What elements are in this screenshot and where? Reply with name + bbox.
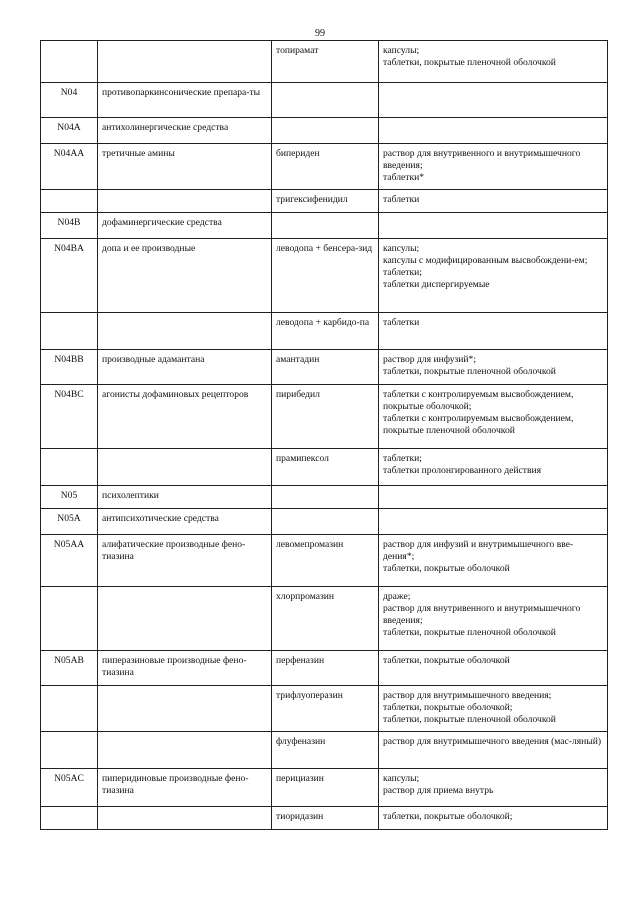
atc-code-cell: [41, 686, 98, 732]
dosage-form-line: таблетки, покрытые оболочкой;: [383, 811, 513, 822]
dosage-forms-cell: [379, 144, 608, 190]
table-row: [41, 535, 608, 587]
anatomic-group-cell: пиперидиновые производные фено-тиазина: [98, 769, 272, 807]
atc-code-cell: N05AC: [41, 769, 98, 807]
drug-name-cell: амантадин: [272, 350, 379, 385]
dosage-forms-cell: [379, 486, 608, 509]
dosage-form-line: капсулы с модифицированным высвобождени-ем;: [383, 255, 588, 266]
dosage-form-line: таблетки, покрытые оболочкой: [383, 563, 510, 574]
dosage-forms-cell: [379, 509, 608, 535]
table-row: [41, 732, 608, 769]
anatomic-group-cell: агонисты дофаминовых рецепторов: [98, 385, 272, 449]
table-row: [41, 83, 608, 118]
dosage-forms-cell: [379, 213, 608, 239]
dosage-form-line: раствор для инфузий и внутримышечного вве-дения*;: [383, 539, 574, 562]
dosage-form-line: таблетки, покрытые оболочкой;: [383, 702, 513, 713]
dosage-forms-cell: [379, 350, 608, 385]
drug-name-cell: перфеназин: [272, 651, 379, 686]
dosage-forms-cell: [379, 732, 608, 769]
dosage-forms-cell: [379, 118, 608, 144]
drug-name-cell: трифлуоперазин: [272, 686, 379, 732]
atc-code-cell: [41, 732, 98, 769]
dosage-form-line: раствор для внутривенного и внутримышечного введения;: [383, 148, 581, 171]
anatomic-group-cell: [98, 190, 272, 213]
dosage-form-line: таблетки: [383, 194, 420, 205]
anatomic-group-cell: производные адамантана: [98, 350, 272, 385]
atc-code-cell: [41, 807, 98, 830]
dosage-form-line: таблетки с контролируемым высвобождением, покрытые пленочной оболочкой: [383, 413, 574, 436]
dosage-form-line: таблетки с контролируемым высвобождением, покрытые оболочкой;: [383, 389, 574, 412]
dosage-form-line: раствор для приема внутрь: [383, 785, 494, 796]
anatomic-group-cell: алифатические производные фено-тиазина: [98, 535, 272, 587]
atc-code-cell: N04BC: [41, 385, 98, 449]
drug-name-cell: тригексифенидил: [272, 190, 379, 213]
anatomic-group-cell: психолептики: [98, 486, 272, 509]
dosage-form-line: таблетки, покрытые пленочной оболочкой: [383, 714, 556, 725]
table-row: [41, 190, 608, 213]
atc-code-cell: N04BA: [41, 239, 98, 313]
table-row: [41, 41, 608, 83]
table-row: [41, 587, 608, 651]
dosage-form-line: таблетки*: [383, 172, 425, 183]
drug-name-cell: [272, 509, 379, 535]
drug-name-cell: перициазин: [272, 769, 379, 807]
table-row: [41, 213, 608, 239]
dosage-forms-cell: [379, 449, 608, 486]
anatomic-group-cell: [98, 587, 272, 651]
anatomic-group-cell: антипсихотические средства: [98, 509, 272, 535]
atc-code-cell: [41, 449, 98, 486]
drug-name-cell: топирамат: [272, 41, 379, 83]
table-row: [41, 449, 608, 486]
dosage-forms-cell: [379, 385, 608, 449]
anatomic-group-cell: допа и ее производные: [98, 239, 272, 313]
dosage-form-line: таблетки;: [383, 267, 422, 278]
anatomic-group-cell: третичные амины: [98, 144, 272, 190]
table-row: [41, 385, 608, 449]
table-row: [41, 686, 608, 732]
drug-name-cell: хлорпромазин: [272, 587, 379, 651]
anatomic-group-cell: [98, 313, 272, 350]
atc-code-cell: N04B: [41, 213, 98, 239]
anatomic-group-cell: дофаминергические средства: [98, 213, 272, 239]
anatomic-group-cell: [98, 807, 272, 830]
dosage-forms-cell: [379, 313, 608, 350]
table-body: [41, 41, 608, 830]
dosage-forms-cell: [379, 190, 608, 213]
atc-code-cell: N05AB: [41, 651, 98, 686]
table-row: [41, 769, 608, 807]
table-row: [41, 486, 608, 509]
atc-code-cell: [41, 313, 98, 350]
dosage-form-line: таблетки: [383, 317, 420, 328]
dosage-forms-cell: [379, 587, 608, 651]
drug-name-cell: леводопа + карбидо-па: [272, 313, 379, 350]
dosage-form-line: капсулы;: [383, 773, 420, 784]
dosage-form-line: таблетки, покрытые пленочной оболочкой: [383, 366, 556, 377]
dosage-form-line: раствор для внутривенного и внутримышечного введения;: [383, 603, 581, 626]
dosage-form-line: раствор для инфузий*;: [383, 354, 477, 365]
dosage-form-line: раствор для внутримышечного введения (мас-ляный): [383, 736, 602, 747]
anatomic-group-cell: [98, 449, 272, 486]
table-row: [41, 651, 608, 686]
dosage-forms-cell: [379, 807, 608, 830]
drug-name-cell: прамипексол: [272, 449, 379, 486]
dosage-forms-cell: [379, 686, 608, 732]
anatomic-group-cell: [98, 41, 272, 83]
dosage-form-line: таблетки пролонгированного действия: [383, 465, 542, 476]
table-row: [41, 509, 608, 535]
dosage-forms-cell: [379, 769, 608, 807]
table-row: [41, 313, 608, 350]
atc-code-cell: N04A: [41, 118, 98, 144]
drug-name-cell: [272, 83, 379, 118]
drug-name-cell: [272, 213, 379, 239]
drug-name-cell: флуфеназин: [272, 732, 379, 769]
drug-name-cell: леводопа + бенсера-зид: [272, 239, 379, 313]
atc-code-cell: N05: [41, 486, 98, 509]
table-row: [41, 807, 608, 830]
dosage-form-line: таблетки, покрытые пленочной оболочкой: [383, 57, 556, 68]
dosage-form-line: капсулы;: [383, 243, 420, 254]
drug-name-cell: тиоридазин: [272, 807, 379, 830]
anatomic-group-cell: [98, 686, 272, 732]
drug-name-cell: левомепромазин: [272, 535, 379, 587]
anatomic-group-cell: противопаркинсонические препара-ты: [98, 83, 272, 118]
anatomic-group-cell: антихолинергические средства: [98, 118, 272, 144]
table-row: [41, 239, 608, 313]
atc-code-cell: [41, 190, 98, 213]
drug-name-cell: бипериден: [272, 144, 379, 190]
atc-code-cell: N05A: [41, 509, 98, 535]
dosage-forms-cell: [379, 83, 608, 118]
dosage-forms-cell: [379, 651, 608, 686]
dosage-form-line: драже;: [383, 591, 411, 602]
drug-classification-table: [40, 40, 608, 830]
atc-code-cell: N04BB: [41, 350, 98, 385]
atc-code-cell: [41, 41, 98, 83]
anatomic-group-cell: [98, 732, 272, 769]
dosage-form-line: капсулы;: [383, 45, 420, 56]
dosage-form-line: раствор для внутримышечного введения;: [383, 690, 552, 701]
table-row: [41, 350, 608, 385]
atc-code-cell: N04AA: [41, 144, 98, 190]
drug-name-cell: [272, 486, 379, 509]
dosage-forms-cell: [379, 535, 608, 587]
atc-code-cell: N05AA: [41, 535, 98, 587]
drug-name-cell: пирибедил: [272, 385, 379, 449]
dosage-form-line: таблетки диспергируемые: [383, 279, 490, 290]
anatomic-group-cell: пиперазиновые производные фено-тиазина: [98, 651, 272, 686]
dosage-form-line: таблетки, покрытые пленочной оболочкой: [383, 627, 556, 638]
dosage-form-line: таблетки;: [383, 453, 422, 464]
table-row: [41, 118, 608, 144]
atc-code-cell: [41, 587, 98, 651]
dosage-form-line: таблетки, покрытые оболочкой: [383, 655, 510, 666]
table-row: [41, 144, 608, 190]
dosage-forms-cell: [379, 41, 608, 83]
page-number: 99: [315, 28, 325, 39]
drug-name-cell: [272, 118, 379, 144]
dosage-forms-cell: [379, 239, 608, 313]
atc-code-cell: N04: [41, 83, 98, 118]
